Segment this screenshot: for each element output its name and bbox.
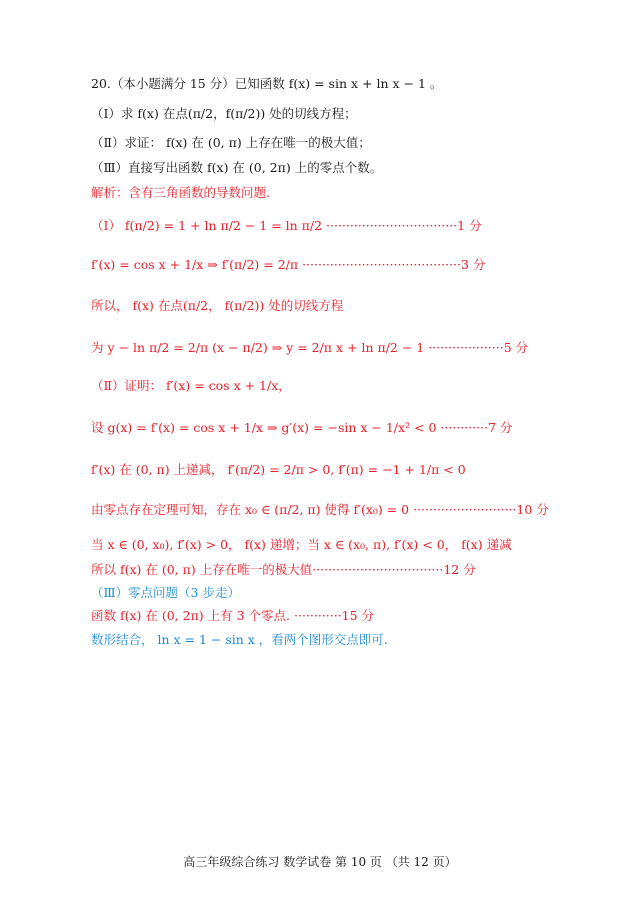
problem-part-1: （Ⅰ）求 f(x) 在点(π/2，f(π/2)) 处的切线方程； <box>91 106 357 121</box>
problem-part-3: （Ⅲ）直接写出函数 f(x) 在 (0, 2π) 上的零点个数。 <box>91 160 383 175</box>
solution-intro: 解析：含有三角函数的导数问题. <box>91 185 270 200</box>
problem-header: 20.（本小题满分 15 分）已知函数 f(x) = sin x + ln x − 1 。 <box>91 76 443 91</box>
solution-line-9: 当 x ∈ (0, x₀), f′(x) > 0， f(x) 递增；当 x ∈ (x₀, π), f′(x) < 0， f(x) 递减 <box>91 537 512 552</box>
page-footer: 高三年级综合练习 数学试卷 第 10 页 （共 12 页） <box>183 855 457 869</box>
solution-line-1: （Ⅰ） f(π/2) = 1 + ln π/2 − 1 = ln π/2 ·································1 分 <box>91 218 482 233</box>
solution-line-3: 所以， f(x) 在点(π/2， f(π/2)) 处的切线方程 <box>91 298 344 313</box>
solution-line-10: 所以 f(x) 在 (0, π) 上存在唯一的极大值·································12 分 <box>91 562 476 577</box>
solution-line-6: 设 g(x) = f′(x) = cos x + 1/x ⇒ g′(x) = −sin x − 1/x² < 0 ············7 分 <box>91 420 513 435</box>
solution-line-5: （Ⅱ）证明： f′(x) = cos x + 1/x， <box>91 378 291 393</box>
solution-line-8: 由零点存在定理可知，存在 x₀ ∈ (π/2, π) 使得 f′(x₀) = 0 ··························10 分 <box>91 502 549 517</box>
solution-line-12: 函数 f(x) 在 (0, 2π) 上有 3 个零点. ············15 分 <box>91 608 375 623</box>
solution-line-13: 数形结合， ln x = 1 − sin x ，看两个图形交点即可. <box>91 632 388 647</box>
solution-line-2: f′(x) = cos x + 1/x ⇒ f′(π/2) = 2/π ········································3 分 <box>91 257 486 272</box>
problem-part-2: （Ⅱ）求证： f(x) 在 (0, π) 上存在唯一的极大值； <box>91 135 371 150</box>
solution-line-4: 为 y − ln π/2 = 2/π (x − π/2) ⇒ y = 2/π x + ln π/2 − 1 ···················5 分 <box>91 340 529 355</box>
solution-line-7: f′(x) 在 (0, π) 上递减， f′(π/2) = 2/π > 0, f′(π) = −1 + 1/π < 0 <box>91 462 466 477</box>
solution-line-11: （Ⅲ）零点问题（3 步走） <box>91 585 240 600</box>
